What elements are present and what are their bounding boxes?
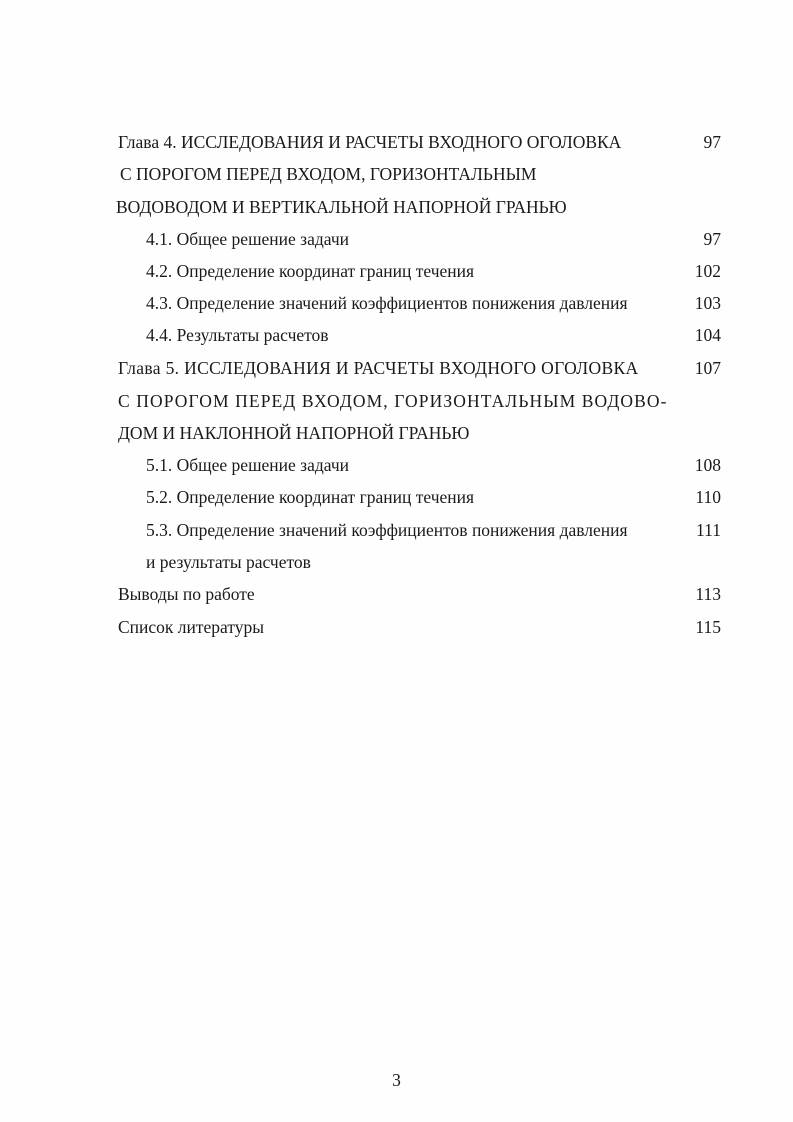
toc-section-5-3-line-2	[146, 551, 311, 573]
toc-section-4-4-title: 4.4. Результаты расчетов	[146, 325, 329, 345]
toc-conclusions-page: 113	[695, 584, 721, 604]
toc-conclusions[interactable]	[118, 583, 721, 605]
toc-chapter-4-title-line-1: Глава 4. ИССЛЕДОВАНИЯ И РАСЧЕТЫ ВХОДНОГО ОГОЛОВКА	[118, 132, 622, 152]
toc-chapter-4-line-2	[120, 163, 536, 185]
toc-section-4-3-title: 4.3. Определение значений коэффициентов понижения давления	[146, 293, 628, 313]
toc-chapter-5[interactable]	[118, 357, 721, 379]
toc-chapter-5-title-line-3: ДОМ И НАКЛОННОЙ НАПОРНОЙ ГРАНЬЮ	[118, 423, 470, 443]
toc-section-5-3-title-line-2: и результаты расчетов	[146, 552, 311, 572]
toc-section-5-2-title: 5.2. Определение координат границ течения	[146, 487, 475, 507]
toc-section-5-3[interactable]	[146, 519, 721, 541]
toc-chapter-5-line-2	[118, 390, 668, 412]
toc-section-4-4-page: 104	[694, 325, 721, 345]
toc-chapter-4-title-line-3: ВОДОВОДОМ И ВЕРТИКАЛЬНОЙ НАПОРНОЙ ГРАНЬЮ	[116, 197, 567, 217]
toc-chapter-5-line-3	[118, 422, 469, 444]
toc-section-4-3[interactable]	[146, 292, 721, 314]
toc-chapter-5-title-line-1: Глава 5. ИССЛЕДОВАНИЯ И РАСЧЕТЫ ВХОДНОГО ОГОЛОВКА	[118, 358, 639, 378]
toc-section-4-2-page: 102	[694, 261, 721, 281]
toc-chapter-4-line-3	[116, 196, 567, 218]
toc-conclusions-title: Выводы по работе	[118, 584, 255, 604]
toc-references-title: Список литературы	[118, 617, 265, 637]
toc-section-5-3-page: 111	[696, 520, 721, 540]
toc-section-4-2[interactable]	[146, 260, 721, 282]
toc-chapter-4-title-line-2: С ПОРОГОМ ПЕРЕД ВХОДОМ, ГОРИЗОНТАЛЬНЫМ	[120, 164, 537, 184]
toc-references-page: 115	[695, 617, 721, 637]
toc-section-4-1[interactable]	[146, 228, 721, 250]
toc-references[interactable]	[118, 616, 721, 638]
toc-section-5-3-title-line-1: 5.3. Определение значений коэффициентов понижения давления	[146, 520, 628, 540]
toc-section-5-2[interactable]	[146, 486, 721, 508]
toc-section-4-3-page: 103	[694, 293, 721, 313]
toc-section-5-1-title: 5.1. Общее решение задачи	[146, 455, 350, 475]
toc-section-4-4[interactable]	[146, 324, 721, 346]
toc-chapter-5-title-line-2: С ПОРОГОМ ПЕРЕД ВХОДОМ, ГОРИЗОНТАЛЬНЫМ ВОДОВО-	[118, 391, 668, 411]
toc-section-5-1-page: 108	[694, 455, 721, 475]
toc-section-4-1-page: 97	[703, 229, 721, 249]
toc-section-4-1-title: 4.1. Общее решение задачи	[146, 229, 350, 249]
toc-section-5-1[interactable]	[146, 454, 721, 476]
toc-section-4-2-title: 4.2. Определение координат границ течения	[146, 261, 475, 281]
toc-chapter-4-page: 97	[703, 132, 721, 152]
page-number: 3	[392, 1070, 401, 1090]
toc-chapter-4[interactable]	[118, 131, 721, 153]
toc-section-5-2-page: 110	[695, 487, 721, 507]
toc-chapter-5-page: 107	[694, 358, 721, 378]
